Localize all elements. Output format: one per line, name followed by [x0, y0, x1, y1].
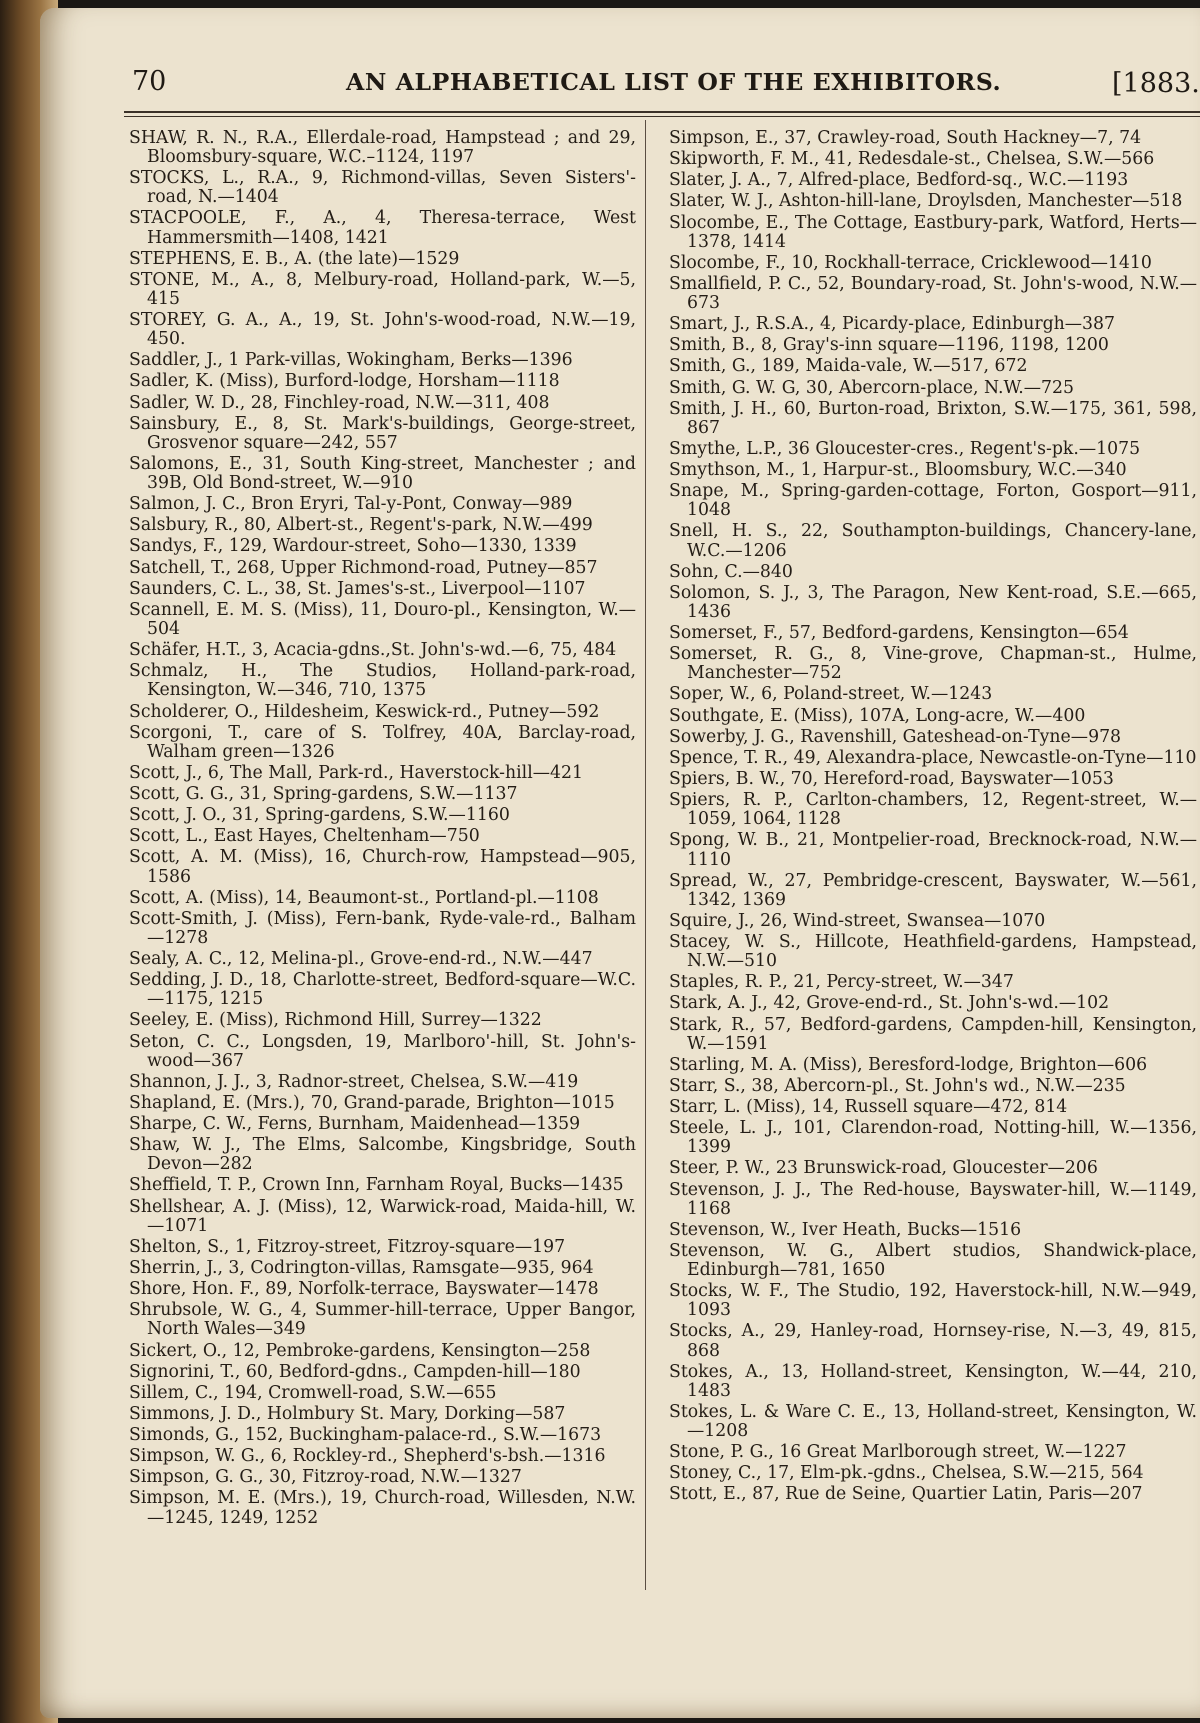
exhibitor-entry: Saunders, C. L., 38, St. James's-st., Liverpool—1107: [129, 578, 586, 599]
exhibitor-entry: Simpson, E., 37, Crawley-road, South Hackney—7, 74: [669, 128, 1142, 148]
exhibitor-entry: Spence, T. R., 49, Alexandra-place, Newcastle-on-Tyne—110: [669, 747, 1197, 768]
exhibitor-entry: Scott, A. (Miss), 14, Beaumont-st., Portland-pl.—1108: [129, 887, 599, 908]
exhibitor-entry: Sealy, A. C., 12, Melina-pl., Grove-end-rd., N.W.—447: [129, 949, 593, 970]
exhibitor-entry: Stevenson, W. G., Albert studios, Shandwick-place, Edinburgh—781, 1650: [669, 1240, 1197, 1281]
exhibitor-entry: Stoney, C., 17, Elm-pk.-gdns., Chelsea, S.W.—215, 564: [669, 1463, 1144, 1484]
exhibitor-entry: Stocks, W. F., The Studio, 192, Haverstock-hill, N.W.—949, 1093: [669, 1281, 1197, 1321]
page-title: AN ALPHABETICAL LIST OF THE EXHIBITORS.: [346, 68, 1002, 96]
exhibitor-entry: Simonds, G., 152, Buckingham-palace-rd., S.W.—1673: [129, 1425, 602, 1446]
exhibitor-entry: Sillem, C., 194, Cromwell-road, S.W.—655: [129, 1382, 497, 1403]
exhibitor-entry: Smallfield, P. C., 52, Boundary-road, St. John's-wood, N.W.—673: [669, 273, 1197, 314]
page-year: [1883.: [1112, 68, 1200, 99]
exhibitor-entry: Schäfer, H.T., 3, Acacia-gdns.,St. John's-wd.—6, 75, 484: [129, 640, 617, 661]
exhibitor-entry: Slocombe, E., The Cottage, Eastbury-park, Watford, Herts—1378, 1414: [669, 212, 1197, 252]
exhibitor-entry: Shrubsole, W. G., 4, Summer-hill-terrace, Upper Bangor, North Wales—349: [129, 1300, 636, 1340]
exhibitor-entry: Salmon, J. C., Bron Eryri, Tal-y-Pont, Conway—989: [129, 494, 573, 515]
exhibitor-entry: Solomon, S. J., 3, The Paragon, New Kent-road, S.E.—665, 1436: [669, 582, 1197, 622]
exhibitor-entry: Spong, W. B., 21, Montpelier-road, Brecknock-road, N.W.—1110: [669, 830, 1197, 870]
exhibitor-entry: Southgate, E. (Miss), 107A, Long-acre, W.—400: [669, 705, 1086, 726]
exhibitor-entry: Stone, P. G., 16 Great Marlborough street, W.—1227: [669, 1442, 1127, 1463]
exhibitor-entry: STACPOOLE, F., A., 4, Theresa-terrace, West Hammersmith—1408, 1421: [129, 208, 636, 248]
exhibitor-entry: Smith, B., 8, Gray's-inn square—1196, 1198, 1200: [669, 335, 1109, 356]
column-divider: [645, 120, 646, 1590]
exhibitor-entry: SHAW, R. N., R.A., Ellerdale-road, Hampstead ; and 29, Bloomsbury-square, W.C.–1124, 1197: [129, 128, 636, 168]
left-column: [129, 129, 636, 1530]
exhibitor-entry: Stokes, L. & Ware C. E., 13, Holland-street, Kensington, W.—1208: [669, 1401, 1197, 1441]
exhibitor-entry: Steer, P. W., 23 Brunswick-road, Gloucester—206: [669, 1158, 1098, 1179]
exhibitor-entry: Snell, H. S., 22, Southampton-buildings, Chancery-lane, W.C.—1206: [669, 521, 1197, 561]
right-column: [669, 129, 1197, 1507]
exhibitor-entry: Stevenson, W., Iver Heath, Bucks—1516: [669, 1219, 1022, 1240]
exhibitor-entry: Stark, R., 57, Bedford-gardens, Campden-hill, Kensington, W.—1591: [669, 1014, 1197, 1054]
exhibitor-entry: Starr, L. (Miss), 14, Russell square—472, 814: [669, 1097, 1068, 1118]
exhibitor-entry: Stacey, W. S., Hillcote, Heathfield-gardens, Hampstead, N.W.—510: [669, 932, 1197, 972]
exhibitor-entry: Slocombe, F., 10, Rockhall-terrace, Cricklewood—1410: [669, 252, 1152, 273]
exhibitor-entry: STONE, M., A., 8, Melbury-road, Holland-park, W.—5, 415: [129, 269, 636, 309]
exhibitor-entry: Salomons, E., 31, South King-street, Manchester ; and 39B, Old Bond-street, W.—910: [129, 453, 636, 494]
exhibitor-entry: Somerset, F., 57, Bedford-gardens, Kensington—654: [669, 623, 1129, 644]
exhibitor-entry: Spiers, R. P., Carlton-chambers, 12, Regent-street, W.—1059, 1064, 1128: [669, 790, 1197, 830]
exhibitor-entry: Seton, C. C., Longsden, 19, Marlboro'-hill, St. John's-wood—367: [129, 1031, 636, 1071]
exhibitor-entry: Scott, A. M. (Miss), 16, Church-row, Hampstead—905, 1586: [129, 847, 636, 887]
exhibitor-entry: Sandys, F., 129, Wardour-street, Soho—1330, 1339: [129, 536, 577, 557]
exhibitor-entry: Simpson, W. G., 6, Rockley-rd., Shepherd's-bsh.—1316: [129, 1446, 606, 1467]
exhibitor-entry: Simpson, G. G., 30, Fitzroy-road, N.W.—1327: [129, 1467, 522, 1488]
exhibitor-entry: Stark, A. J., 42, Grove-end-rd., St. John's-wd.—102: [669, 993, 1110, 1014]
exhibitor-entry: Shellshear, A. J. (Miss), 12, Warwick-road, Maida-hill, W.—1071: [129, 1196, 636, 1236]
exhibitor-entry: Stocks, A., 29, Hanley-road, Hornsey-rise, N.—3, 49, 815, 868: [669, 1321, 1197, 1361]
exhibitor-entry: Scannell, E. M. S. (Miss), 11, Douro-pl., Kensington, W.—504: [129, 599, 636, 639]
exhibitor-entry: Shaw, W. J., The Elms, Salcombe, Kingsbridge, South Devon—282: [129, 1135, 636, 1175]
exhibitor-entry: Sainsbury, E., 8, St. Mark's-buildings, George-street, Grosvenor square—242, 557: [129, 413, 636, 453]
exhibitor-entry: Sowerby, J. G., Ravenshill, Gateshead-on-Tyne—978: [669, 726, 1122, 747]
exhibitor-entry: Starling, M. A. (Miss), Beresford-lodge, Brighton—606: [669, 1054, 1148, 1075]
exhibitor-entry: Sharpe, C. W., Ferns, Burnham, Maidenhead—1359: [129, 1114, 581, 1135]
book-page: [40, 8, 1200, 1718]
exhibitor-entry: Snape, M., Spring-garden-cottage, Forton, Gosport—911, 1048: [669, 481, 1197, 521]
exhibitor-entry: Stevenson, J. J., The Red-house, Bayswater-hill, W.—1149, 1168: [669, 1179, 1197, 1219]
exhibitor-entry: Simpson, M. E. (Mrs.), 19, Church-road, Willesden, N.W.—1245, 1249, 1252: [129, 1488, 636, 1528]
exhibitor-entry: Smythe, L.P., 36 Gloucester-cres., Regent's-pk.—1075: [669, 438, 1141, 459]
exhibitor-entry: Sadler, K. (Miss), Burford-lodge, Horsham—1118: [129, 371, 560, 392]
exhibitor-entry: Smith, G. W. G, 30, Abercorn-place, N.W.—725: [669, 377, 1074, 398]
exhibitor-entry: Shannon, J. J., 3, Radnor-street, Chelsea, S.W.—419: [129, 1071, 579, 1092]
exhibitor-entry: Staples, R. P., 21, Percy-street, W.—347: [669, 972, 1014, 993]
exhibitor-entry: Shapland, E. (Mrs.), 70, Grand-parade, Brighton—1015: [129, 1092, 615, 1113]
exhibitor-entry: Signorini, T., 60, Bedford-gdns., Campden-hill—180: [129, 1361, 581, 1382]
exhibitor-entry: Scholderer, O., Hildesheim, Keswick-rd., Putney—592: [129, 701, 600, 722]
exhibitor-entry: Scott, J. O., 31, Spring-gardens, S.W.—1160: [129, 805, 510, 826]
exhibitor-entry: Shelton, S., 1, Fitzroy-street, Fitzroy-square—197: [129, 1236, 566, 1257]
exhibitor-entry: Sohn, C.—840: [669, 561, 793, 582]
exhibitor-entry: Soper, W., 6, Poland-street, W.—1243: [669, 684, 993, 705]
header-rule-thin: [124, 116, 1200, 117]
exhibitor-entry: Somerset, R. G., 8, Vine-grove, Chapman-st., Hulme, Manchester—752: [669, 644, 1197, 684]
exhibitor-entry: Skipworth, F. M., 41, Redesdale-st., Chelsea, S.W.—566: [669, 149, 1155, 170]
exhibitor-entry: Smart, J., R.S.A., 4, Picardy-place, Edinburgh—387: [669, 314, 1116, 335]
exhibitor-entry: Smythson, M., 1, Harpur-st., Bloomsbury, W.C.—340: [669, 460, 1127, 481]
page-header: [40, 66, 1200, 106]
exhibitor-entry: Schmalz, H., The Studios, Holland-park-road, Kensington, W.—346, 710, 1375: [129, 661, 636, 701]
exhibitor-entry: Scott, J., 6, The Mall, Park-rd., Haverstock-hill—421: [129, 762, 583, 783]
exhibitor-entry: Stott, E., 87, Rue de Seine, Quartier Latin, Paris—207: [669, 1484, 1143, 1505]
exhibitor-entry: Stokes, A., 13, Holland-street, Kensington, W.—44, 210, 1483: [669, 1361, 1197, 1401]
exhibitor-entry: STOREY, G. A., A., 19, St. John's-wood-road, N.W.—19, 450.: [129, 310, 636, 350]
header-rule: [124, 111, 1200, 113]
exhibitor-entry: Steele, L. J., 101, Clarendon-road, Notting-hill, W.—1356, 1399: [669, 1118, 1197, 1158]
exhibitor-entry: Spread, W., 27, Pembridge-crescent, Bayswater, W.—561, 1342, 1369: [669, 870, 1197, 910]
exhibitor-entry: Spiers, B. W., 70, Hereford-road, Bayswater—1053: [669, 769, 1114, 790]
exhibitor-entry: Saddler, J., 1 Park-villas, Wokingham, Berks—1396: [129, 350, 573, 371]
exhibitor-entry: Slater, J. A., 7, Alfred-place, Bedford-sq., W.C.—1193: [669, 170, 1129, 191]
exhibitor-entry: Starr, S., 38, Abercorn-pl., St. John's wd., N.W.—235: [669, 1075, 1126, 1096]
exhibitor-entry: Sheffield, T. P., Crown Inn, Farnham Royal, Bucks—1435: [129, 1175, 624, 1196]
exhibitor-entry: STOCKS, L., R.A., 9, Richmond-villas, Seven Sisters'-road, N.—1404: [129, 168, 636, 208]
exhibitor-entry: Scott, L., East Hayes, Cheltenham—750: [129, 826, 480, 847]
exhibitor-entry: Shore, Hon. F., 89, Norfolk-terrace, Bayswater—1478: [129, 1279, 599, 1300]
exhibitor-entry: Slater, W. J., Ashton-hill-lane, Droylsden, Manchester—518: [669, 191, 1183, 212]
exhibitor-entry: Salsbury, R., 80, Albert-st., Regent's-park, N.W.—499: [129, 515, 593, 536]
exhibitor-entry: Smith, J. H., 60, Burton-road, Brixton, S.W.—175, 361, 598, 867: [669, 398, 1197, 438]
exhibitor-entry: Sadler, W. D., 28, Finchley-road, N.W.—311, 408: [129, 392, 550, 413]
exhibitor-entry: Smith, G., 189, Maida-vale, W.—517, 672: [669, 356, 1028, 377]
exhibitor-entry: Seeley, E. (Miss), Richmond Hill, Surrey—1322: [129, 1010, 542, 1031]
exhibitor-entry: STEPHENS, E. B., A. (the late)—1529: [129, 248, 460, 269]
exhibitor-entry: Scott-Smith, J. (Miss), Fern-bank, Ryde-vale-rd., Balham—1278: [129, 908, 636, 948]
exhibitor-entry: Scott, G. G., 31, Spring-gardens, S.W.—1137: [129, 784, 518, 805]
exhibitor-entry: Satchell, T., 268, Upper Richmond-road, Putney—857: [129, 557, 598, 578]
exhibitor-entry: Sickert, O., 12, Pembroke-gardens, Kensington—258: [129, 1340, 591, 1361]
page-number: 70: [132, 66, 167, 97]
exhibitor-entry: Squire, J., 26, Wind-street, Swansea—1070: [669, 910, 1046, 931]
exhibitor-entry: Scorgoni, T., care of S. Tolfrey, 40A, Barclay-road, Walham green—1326: [129, 722, 636, 762]
exhibitor-entry: Sherrin, J., 3, Codrington-villas, Ramsgate—935, 964: [129, 1257, 594, 1278]
exhibitor-entry: Simmons, J. D., Holmbury St. Mary, Dorking—587: [129, 1403, 566, 1424]
exhibitor-entry: Sedding, J. D., 18, Charlotte-street, Bedford-square—W.C.—1175, 1215: [129, 970, 636, 1010]
